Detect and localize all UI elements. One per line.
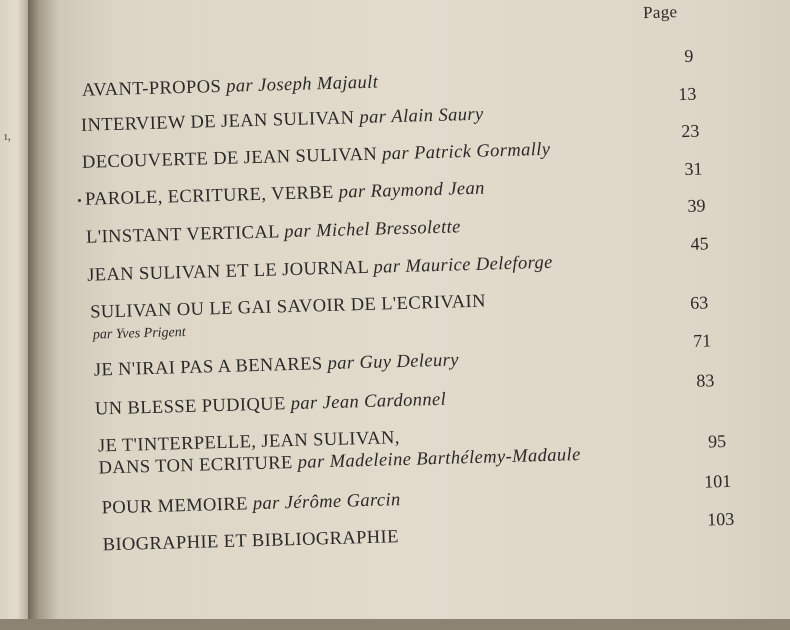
entry-title: SULIVAN OU LE GAI SAVOIR DE L'ECRIVAIN [89,291,487,323]
entry-title-line [86,217,461,248]
par-word: par [283,221,312,243]
entry-page-number: 39 [687,195,706,216]
entry-page-number: 103 [706,508,735,530]
par-word: par [92,327,113,343]
entry-author: Patrick Gormally [413,139,551,164]
par-word: par [373,256,401,278]
entry-page-number: 13 [678,83,697,105]
par-word: par [359,107,387,129]
entry-author: Yves Prigent [115,325,186,342]
entry-author: Jean Cardonnel [322,389,447,414]
entry-page-number: 83 [696,370,715,391]
entry-title-line [87,253,553,287]
entry-author: Alain Saury [391,104,484,128]
entry-title-line [102,527,399,556]
entry-title-line [85,179,485,211]
par-word: par [290,393,318,415]
entry-title: BIOGRAPHIE ET BIBLIOGRAPHIE [102,527,400,556]
left-margin-mark: ı, [4,128,11,143]
entry-page-number: 23 [681,120,700,142]
entry-title: UN BLESSE PUDIQUE [94,394,286,420]
entry-title: DECOUVERTE DE JEAN SULIVAN [81,144,378,173]
entry-title: POUR MEMOIRE [101,494,249,519]
entry-title-line [82,73,379,102]
par-word: par [381,143,410,165]
entry-title: JEAN SULIVAN ET LE JOURNAL [86,257,369,286]
entry-title-line [95,390,447,421]
entry-page-number: 31 [684,158,703,180]
entry-title: JE N'IRAI PAS A BENARES [93,354,323,381]
entry-title: DANS TON ECRITURE [98,453,294,479]
par-word: par [297,452,325,473]
par-word: par [252,493,280,515]
entry-author: Maurice Deleforge [405,252,554,277]
entry-author: Madeleine Barthélemy-Madaule [329,445,581,473]
entry-page-number: 95 [707,430,727,452]
entry-title: PAROLE, ECRITURE, VERBE [84,182,334,210]
entry-author: Jérôme Garcin [284,490,401,514]
entry-title-line [94,350,460,381]
entry-title-line [90,292,486,324]
entry-title-line [101,490,401,519]
entry-author-line [93,325,186,344]
entry-author: Michel Bressolette [315,217,462,242]
page-column-header: Page [642,2,678,23]
par-word: par [338,181,366,203]
entry-title-line [82,140,551,174]
entry-page-number: 71 [692,330,712,351]
entry-author: Guy Deleury [359,350,460,374]
entry-title: INTERVIEW DE JEAN SULIVAN [80,108,355,136]
entry-page-number: 45 [690,233,709,254]
entry-author: Joseph Majault [257,72,379,96]
entry-author: Raymond Jean [370,178,486,202]
par-word: par [225,76,254,97]
entry-title-line [81,105,484,137]
entry-title: L'INSTANT VERTICAL [85,222,280,248]
entry-page-number: 63 [689,292,709,313]
par-word: par [327,353,355,375]
entry-page-number: 101 [703,470,732,492]
entry-title: AVANT-PROPOS [81,76,222,101]
entry-page-number: 9 [684,45,694,66]
entry-title: JE T'INTERPELLE, JEAN SULIVAN, [97,428,401,457]
